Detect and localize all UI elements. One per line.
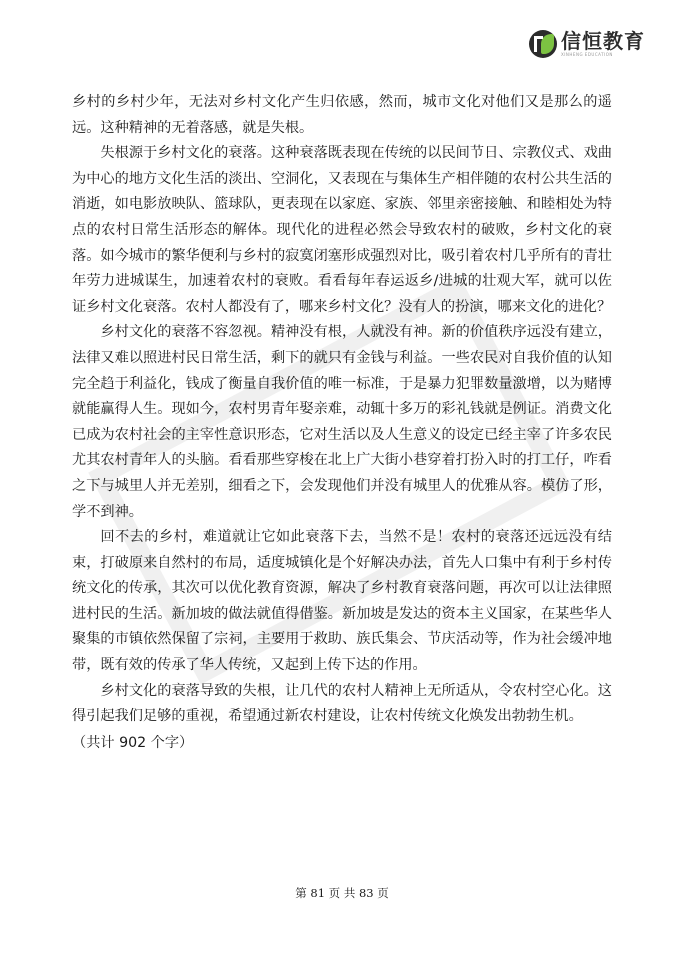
paragraph-2: 失根源于乡村文化的衰落。这种衰落既表现在传统的以民间节日、宗教仪式、戏曲为中心的地方文化生活的淡出、空洞化，又表现在与集体生产相伴随的农村公共生活的消逝，如电影放映队、篮球队，更表现在以家庭、家族、邻里亲密接触、和睦相处为特点的农村日常生活形态的解体。现代化的进程必然会导致农村的破败，乡村文化的衰落。如今城市的繁华便利与乡村的寂寞闭塞形成强烈对比，吸引着农村几乎所有的青壮年劳力进城谋生，加速着农村的衰败。看看每年春运返乡/进城的壮观大军，就可以佐证乡村文化衰落。农村人都没有了，哪来乡村文化？没有人的扮演，哪来文化的进化？ xyxy=(72,145,612,315)
paragraph-5: 乡村文化的衰落导致的失根，让几代的农村人精神上无所适从，令农村空心化。这得引起我们足够的重视，希望通过新农村建设，让农村传统文化焕发出勃勃生机。 xyxy=(72,682,612,725)
document-body xyxy=(72,90,612,756)
logo-icon xyxy=(529,30,557,58)
paragraph-1: 乡村的乡村少年，无法对乡村文化产生归依感，然而，城市文化对他们又是那么的遥远。这种精神的无着落感，就是失根。 xyxy=(72,94,612,136)
brand-logo xyxy=(529,30,645,58)
logo-subtitle: XINHENG EDUCATION xyxy=(561,52,613,57)
paragraph-4: 回不去的乡村，难道就让它如此衰落下去，当然不是！农村的衰落还远远没有结束，打破原来自然村的布局，适度城镇化是个好解决办法，首先人口集中有利于乡村传统文化的传承，其次可以优化教育资源，解决了乡村教育衰落问题，再次可以让法律照进村民的生活。新加坡的做法就值得借鉴。新加坡是发达的资本主义国家，在某些华人聚集的市镇依然保留了宗祠，主要用于救助、族氏集会、节庆活动等，作为社会缓冲地带，既有效的传承了华人传统，又起到上传下达的作用。 xyxy=(72,529,612,674)
paragraph-3: 乡村文化的衰落不容忽视。精神没有根，人就没有神。新的价值秩序远没有建立，法律又难以照进村民日常生活，剩下的就只有金钱与利益。一些农民对自我价值的认知完全趋于利益化，钱成了衡量自我价值的唯一标准，于是暴力犯罪数量激增，以为赌博就能赢得人生。现如今，农村男青年娶亲难，动辄十多万的彩礼钱就是例证。消费文化已成为农村社会的主宰性意识形态，它对生活以及人生意义的设定已经主宰了许多农民尤其农村青年人的头脑。看看那些穿梭在北上广大街小巷穿着打扮入时的打工仔，咋看之下与城里人并无差别，细看之下，会发现他们并没有城里人的优雅从容。模仿了形，学不到神。 xyxy=(72,324,612,520)
page-number: 第 81 页 共 83 页 xyxy=(295,886,389,900)
logo-name: 信恒教育 xyxy=(561,29,645,53)
word-count: （共计 902 个字） xyxy=(72,734,194,751)
